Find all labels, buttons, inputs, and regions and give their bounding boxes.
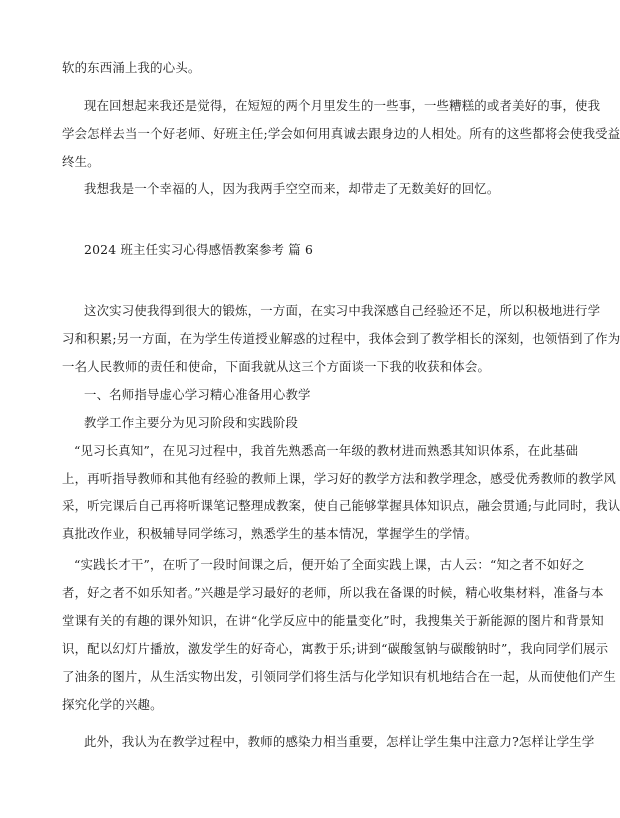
text-line: 真批改作业，积极辅导同学练习，熟悉学生的基本情况，掌握学生的学情。 [62, 526, 478, 541]
text-line: 终生。 [62, 154, 100, 169]
text-line: 者，好之者不如乐知者。”兴趣是学习最好的老师，所以我在备课的时候，精心收集材料，准备与本 [62, 585, 604, 600]
text-line: 上，再听指导教师和其他有经验的教师上课，学习好的教学方法和教学理念，感受优秀教师的教学风 [62, 471, 616, 486]
text-line: 堂课有关的有趣的课外知识，在讲“化学反应中的能量变化”时，我搜集关于新能源的图片和背景知 [62, 613, 604, 628]
text-line: “实践长才干”，在听了一段时间课之后，便开始了全面实践上课，古人云：“知之者不如好之 [74, 557, 585, 572]
text-line: 采，听完课后自己再将听课笔记整理成教案，使自己能够掌握具体知识点，融会贯通;与此同时，我认 [62, 498, 620, 513]
text-line: 探究化学的兴趣。 [62, 697, 163, 712]
text-line: 一名人民教师的责任和使命，下面我就从这三个方面谈一下我的收获和体会。 [62, 359, 491, 374]
text-line: 这次实习使我得到很大的锻炼，一方面，在实习中我深感自己经验还不足，所以积极地进行学 [84, 303, 601, 318]
text-line: 学会怎样去当一个好老师、好班主任;学会如何用真诚去跟身边的人相处。所有的这些都将会使我受益 [62, 126, 620, 141]
section-heading: 2024 班主任实习心得感悟教案参考 篇 6 [84, 242, 314, 257]
text-line: 识，配以幻灯片播放，激发学生的好奇心，寓教于乐;讲到“碳酸氢钠与碳酸钠时”，我向同学们展示 [62, 641, 609, 656]
text-line: 习和积累;另一方面，在为学生传道授业解惑的过程中，我体会到了教学相长的深刻，也领悟到了作为 [62, 331, 620, 346]
subheading: 一、名师指导虚心学习精心准备用心教学 [84, 387, 311, 402]
text-line: 现在回想起来我还是觉得，在短短的两个月里发生的一些事，一些糟糕的或者美好的事，使我 [84, 98, 601, 113]
text-line: 我想我是一个幸福的人，因为我两手空空而来，却带走了无数美好的回忆。 [84, 181, 500, 196]
text-line: 软的东西涌上我的心头。 [62, 60, 201, 75]
text-line: 教学工作主要分为见习阶段和实践阶段 [84, 415, 299, 430]
text-line: “见习长真知”，在见习过程中，我首先熟悉高一年级的教材进而熟悉其知识体系，在此基础 [74, 443, 579, 458]
text-line: 了油条的图片，从生活实物出发，引领同学们将生活与化学知识有机地结合在一起，从而使他们产生 [62, 669, 616, 684]
text-line: 此外，我认为在教学过程中，教师的感染力相当重要，怎样让学生集中注意力?怎样让学生学 [84, 734, 595, 749]
